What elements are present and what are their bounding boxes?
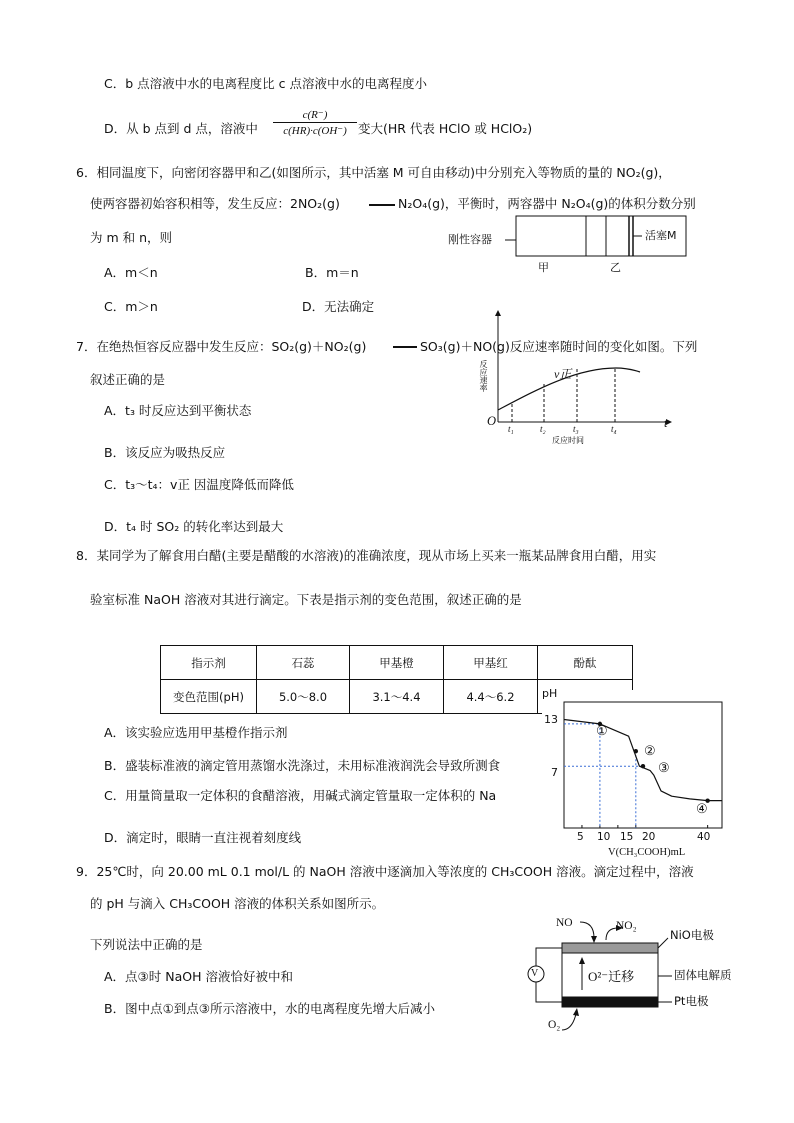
rigid-container-label: 刚性容器 bbox=[448, 233, 492, 246]
q9-option-b: B．图中点①到点③所示溶液中，水的电离程度先增大后减小 bbox=[104, 1001, 435, 1016]
q5-option-c: C．b 点溶液中水的电离程度比 c 点溶液中水的电离程度小 bbox=[104, 76, 427, 91]
table-cell: 3.1～4.4 bbox=[350, 680, 444, 714]
ph-xtick-5: 5 bbox=[577, 831, 584, 843]
ph-xtick-10: 10 bbox=[597, 831, 611, 843]
pt-electrode bbox=[562, 997, 658, 1007]
q6-option-c: C．m＞n bbox=[104, 299, 158, 314]
no-label: NO bbox=[556, 917, 573, 929]
q5-fraction bbox=[273, 108, 357, 137]
q6-stem-line2-suffix: N₂O₄(g)，平衡时，两容器中 N₂O₄(g)的体积分数分别 bbox=[398, 196, 696, 211]
container-yi-label: 乙 bbox=[610, 261, 621, 274]
q7-x-label: 反应时间 bbox=[552, 436, 584, 445]
q8-option-c: C．用量筒量取一定体积的食醋溶液，用碱式滴定管量取一定体积的 Na bbox=[104, 788, 497, 803]
table-cell: 4.4～6.2 bbox=[444, 680, 538, 714]
ph-ytick-7: 7 bbox=[551, 766, 558, 779]
circuit-wire-bottom bbox=[536, 982, 562, 1002]
ph-curve bbox=[564, 720, 722, 801]
q7-origin: O bbox=[487, 414, 497, 428]
q7-option-d: D．t₄ 时 SO₂ 的转化率达到最大 bbox=[104, 519, 284, 534]
q7-equilibrium-sign bbox=[393, 346, 417, 348]
q6-stem-line2-prefix: 使两容器初始容积相等，发生反应：2NO₂(g) bbox=[90, 196, 340, 211]
table-header-cell: 甲基橙 bbox=[350, 646, 444, 680]
q8-option-a: A．该实验应选用甲基橙作指示剂 bbox=[104, 725, 288, 740]
q7-y-arrow bbox=[495, 310, 501, 316]
electrolyte-label: 固体电解质 bbox=[674, 968, 732, 982]
table-cell: 5.0～8.0 bbox=[257, 680, 350, 714]
q7-stem-line1-suffix: SO₃(g)＋NO(g)反应速率随时间的变化如图。下列 bbox=[420, 339, 698, 354]
ph-xtick-20: 20 bbox=[642, 831, 656, 843]
no-inlet-arrow bbox=[580, 922, 594, 938]
q5-fraction-denominator: c(HR)·c(OH⁻) bbox=[283, 125, 347, 137]
q7-tick-t4: t₄ bbox=[611, 424, 617, 434]
q7-option-a: A．t₃ 时反应达到平衡状态 bbox=[104, 403, 252, 418]
q8-stem-line1: 8．某同学为了解食用白醋(主要是醋酸的水溶液)的准确浓度，现从市场上买来一瓶某品牌食用白醋，用实 bbox=[76, 548, 657, 563]
q8-stem-line2: 验室标准 NaOH 溶液对其进行滴定。下表是指示剂的变色范围，叙述正确的是 bbox=[90, 592, 522, 607]
q7-option-c: C．t₃～t₄：v正 因温度降低而降低 bbox=[104, 477, 294, 492]
q6-stem-line3: 为 m 和 n，则 bbox=[90, 230, 173, 245]
circuit-wire-top bbox=[536, 948, 562, 966]
pt-electrode-label: Pt电极 bbox=[674, 994, 709, 1008]
q5-option-d-prefix: D．从 b 点到 d 点，溶液中 bbox=[104, 121, 258, 136]
ph-xtick-15: 15 bbox=[620, 831, 634, 843]
q7-tick-t1: t₁ bbox=[508, 424, 514, 434]
nio-electrode bbox=[562, 943, 658, 953]
container-jia-label: 甲 bbox=[538, 261, 549, 274]
q7-tick-t3: t₃ bbox=[573, 424, 579, 434]
o2-label: O₂ bbox=[548, 1019, 561, 1031]
q8-option-d: D．滴定时，眼睛一直注视着刻度线 bbox=[104, 830, 302, 845]
o2-inlet-arrow bbox=[562, 1014, 576, 1030]
ph-point-2-label: ② bbox=[644, 743, 656, 758]
no2-label: NO₂ bbox=[616, 920, 637, 932]
q6-option-d: D．无法确定 bbox=[302, 299, 375, 314]
no-inlet-arrowhead bbox=[591, 936, 597, 943]
q7-stem-line1-prefix: 7．在绝热恒容反应器中发生反应：SO₂(g)＋NO₂(g) bbox=[76, 339, 367, 354]
nio-electrode-label: NiO电极 bbox=[670, 928, 714, 942]
q6-option-b: B．m＝n bbox=[305, 265, 359, 280]
q7-option-b: B．该反应为吸热反应 bbox=[104, 445, 226, 460]
ph-point-3 bbox=[641, 764, 645, 768]
nio-leader bbox=[658, 938, 668, 948]
container-jia bbox=[516, 216, 606, 256]
table-header-cell: 指示剂 bbox=[161, 646, 257, 680]
ph-x-label: V(CH₃COOH)mL bbox=[608, 847, 686, 858]
q5-fraction-numerator: c(R⁻) bbox=[273, 108, 357, 123]
q9-option-a: A．点③时 NaOH 溶液恰好被中和 bbox=[104, 969, 293, 984]
q7-stem-line2: 叙述正确的是 bbox=[90, 372, 166, 387]
ph-y-label: pH bbox=[542, 687, 558, 700]
piston-label: 活塞M bbox=[645, 229, 677, 242]
q7-curve-label: v正 bbox=[554, 367, 572, 381]
ph-ytick-13: 13 bbox=[544, 713, 558, 726]
table-header-row bbox=[161, 646, 633, 680]
migration-label: O²⁻迁移 bbox=[588, 969, 635, 984]
table-header-cell: 酚酞 bbox=[538, 646, 633, 680]
q6-option-a: A．m＜n bbox=[104, 265, 158, 280]
ph-point-1-label: ① bbox=[596, 723, 608, 738]
q9-stem-line3: 下列说法中正确的是 bbox=[90, 937, 203, 952]
ph-point-4-label: ④ bbox=[696, 801, 708, 816]
o2-inlet-arrowhead bbox=[573, 1008, 579, 1016]
voltmeter-label: V bbox=[531, 968, 539, 979]
q7-t-axis-label: t bbox=[664, 416, 668, 430]
q7-y-label: 反应速率 bbox=[479, 360, 488, 392]
q6-equilibrium-sign bbox=[369, 204, 395, 206]
table-header-cell: 石蕊 bbox=[257, 646, 350, 680]
q6-stem-line1: 6．相同温度下，向密闭容器甲和乙(如图所示，其中活塞 M 可自由移动)中分别充入等物质的量的 NO₂(g)， bbox=[76, 165, 671, 180]
q9-stem-line1: 9．25℃时，向 20.00 mL 0.1 mol/L 的 NaOH 溶液中逐滴加入等浓度的 CH₃COOH 溶液。滴定过程中，溶液 bbox=[76, 864, 694, 879]
q9-stem-line2: 的 pH 与滴入 CH₃COOH 溶液的体积关系如图所示。 bbox=[90, 896, 385, 911]
ph-xtick-40: 40 bbox=[697, 831, 711, 843]
table-header-cell: 甲基红 bbox=[444, 646, 538, 680]
q8-option-b: B．盛装标准液的滴定管用蒸馏水洗涤过，未用标准液润洗会导致所测食 bbox=[104, 758, 501, 773]
q7-tick-t2: t₂ bbox=[540, 424, 546, 434]
ph-point-3-label: ③ bbox=[658, 760, 670, 775]
table-cell: 变色范围(pH) bbox=[161, 680, 257, 714]
q5-option-d-suffix: 变大(HR 代表 HClO 或 HClO₂) bbox=[358, 121, 533, 136]
ph-point-2 bbox=[634, 749, 638, 753]
